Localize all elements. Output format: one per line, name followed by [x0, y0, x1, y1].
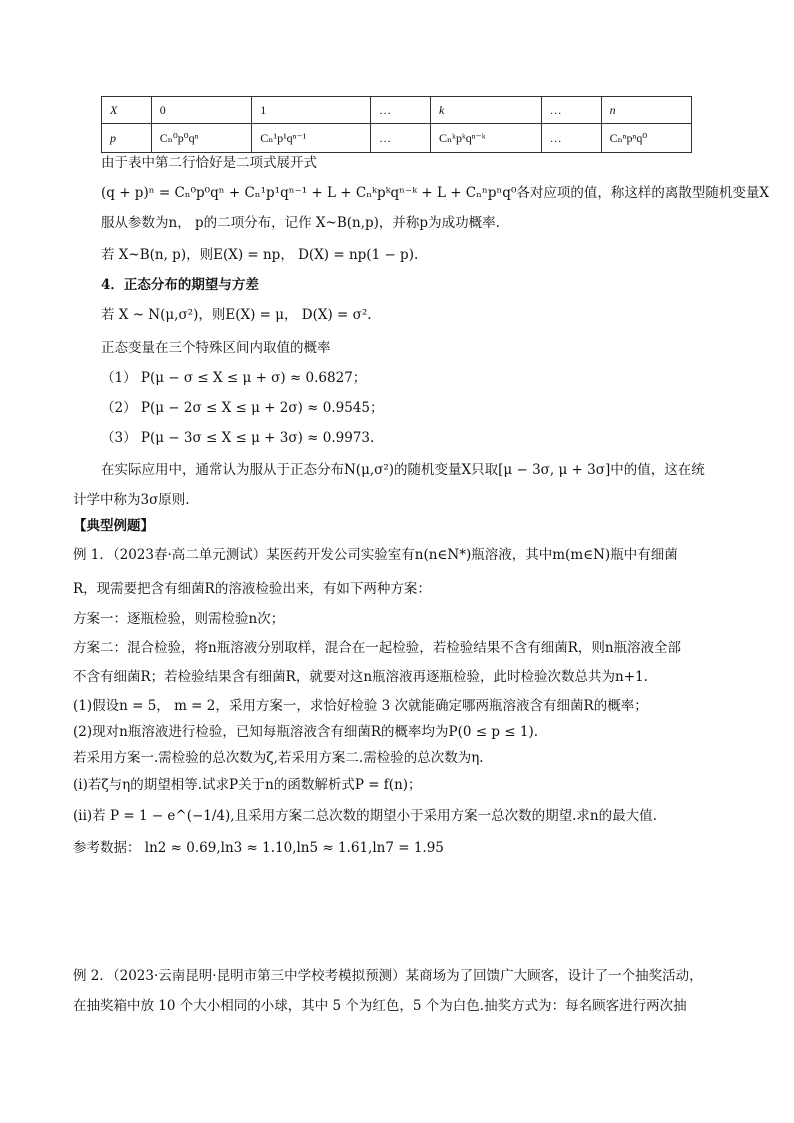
- text-line: R，现需要把含有细菌R的溶液检验出来，有如下两种方案：: [73, 581, 431, 597]
- table-header-row: [102, 97, 692, 124]
- table-cell: p: [102, 124, 152, 153]
- text-line: 正态变量在三个特殊区间内取值的概率: [101, 340, 331, 356]
- example-1-title: 例 1．（2023春·高二单元测试）某医药开发公司实验室有n(n∈N*)瓶溶液，其中m(m∈N)瓶中有细菌: [73, 547, 678, 563]
- table-cell: …: [371, 124, 431, 153]
- table-cell: …: [541, 124, 601, 153]
- text-line: 若采用方案一.需检验的总次数为ζ,若采用方案二.需检验的总次数为η.: [73, 750, 484, 766]
- question-1: (1)假设n = 5， m = 2，采用方案一，求恰好检验 3 次就能确定哪两瓶溶液含有细菌R的概率；: [73, 698, 648, 714]
- table-cell: X: [102, 97, 152, 124]
- table-cell: Cₙⁿpⁿq⁰: [601, 124, 691, 153]
- text-line: 不含有细菌R；若检验结果含有细菌R，就要对这n瓶溶液再逐瓶检验，此时检验次数总共为n+1.: [73, 669, 648, 685]
- table-cell: …: [541, 97, 601, 124]
- section-heading-examples: 【典型例题】: [73, 518, 154, 534]
- table-cell: Cₙᵏpᵏqⁿ⁻ᵏ: [430, 124, 541, 153]
- table-cell: n: [601, 97, 691, 124]
- interval-item: （1） P(μ − σ ≤ X ≤ μ + σ) ≈ 0.6827；: [101, 370, 367, 386]
- question-2-ii: (ii)若 P = 1 − e^(−1/4),且采用方案二总次数的期望小于采用方案一总次数的期望.求n的最大值.: [73, 808, 657, 824]
- text-line: 由于表中第二行恰好是二项式展开式: [101, 155, 317, 171]
- text-line: 在实际应用中，通常认为服从于正态分布N(μ,σ²)的随机变量X只取[μ − 3σ, μ + 3σ]中的值，这在统: [101, 462, 705, 478]
- distribution-table: [101, 96, 692, 153]
- table-probability-row: [102, 124, 692, 153]
- table-cell: 1: [252, 97, 371, 124]
- interval-item: （2） P(μ − 2σ ≤ X ≤ μ + 2σ) ≈ 0.9545；: [101, 400, 384, 416]
- text-line: 服从参数为n， p的二项分布，记作 X~B(n,p)，并称p为成功概率.: [101, 215, 500, 231]
- reference-data: 参考数据： ln2 ≈ 0.69,ln3 ≈ 1.10,ln5 ≈ 1.61,ln7 = 1.95: [73, 840, 444, 856]
- table-cell: Cₙ⁰p⁰qⁿ: [151, 124, 252, 153]
- binomial-expectation-line: 若 X~B(n, p)，则E(X) = np， D(X) = np(1 − p).: [101, 247, 419, 263]
- binomial-expansion-line: (q + p)ⁿ = Cₙ⁰p⁰qⁿ + Cₙ¹p¹qⁿ⁻¹ + L + Cₙᵏpᵏqⁿ⁻ᵏ + L + Cₙⁿpⁿq⁰各对应项的值，称这样的离散型随机变量X: [101, 185, 769, 201]
- normal-expectation-line: 若 X ~ N(μ,σ²)，则E(X) = μ， D(X) = σ².: [101, 307, 372, 323]
- section-heading: 4．正态分布的期望与方差: [101, 277, 259, 293]
- text-line: 方案一：逐瓶检验，则需检验n次；: [73, 611, 285, 627]
- table-cell: 0: [151, 97, 252, 124]
- text-line: 计学中称为3σ原则.: [73, 492, 190, 508]
- example-2-title: 例 2．（2023·云南昆明·昆明市第三中学校考模拟预测）某商场为了回馈广大顾客，设计了一个抽奖活动，: [73, 968, 703, 984]
- table-cell: k: [430, 97, 541, 124]
- text-line: 方案二：混合检验，将n瓶溶液分别取样，混合在一起检验，若检验结果不含有细菌R，则n瓶溶液全部: [73, 640, 682, 656]
- question-2: (2)现对n瓶溶液进行检验，已知每瓶溶液含有细菌R的概率均为P(0 ≤ p ≤ 1).: [73, 724, 538, 740]
- text-line: 在抽奖箱中放 10 个大小相同的小球，其中 5 个为红色，5 个为白色.抽奖方式为：每名顾客进行两次抽: [73, 998, 687, 1014]
- interval-item: （3） P(μ − 3σ ≤ X ≤ μ + 3σ) ≈ 0.9973.: [101, 430, 375, 446]
- table-cell: Cₙ¹p¹qⁿ⁻¹: [252, 124, 371, 153]
- question-2-i: (i)若ζ与η的期望相等.试求P关于n的函数解析式P = f(n)；: [73, 777, 422, 793]
- table-cell: …: [371, 97, 431, 124]
